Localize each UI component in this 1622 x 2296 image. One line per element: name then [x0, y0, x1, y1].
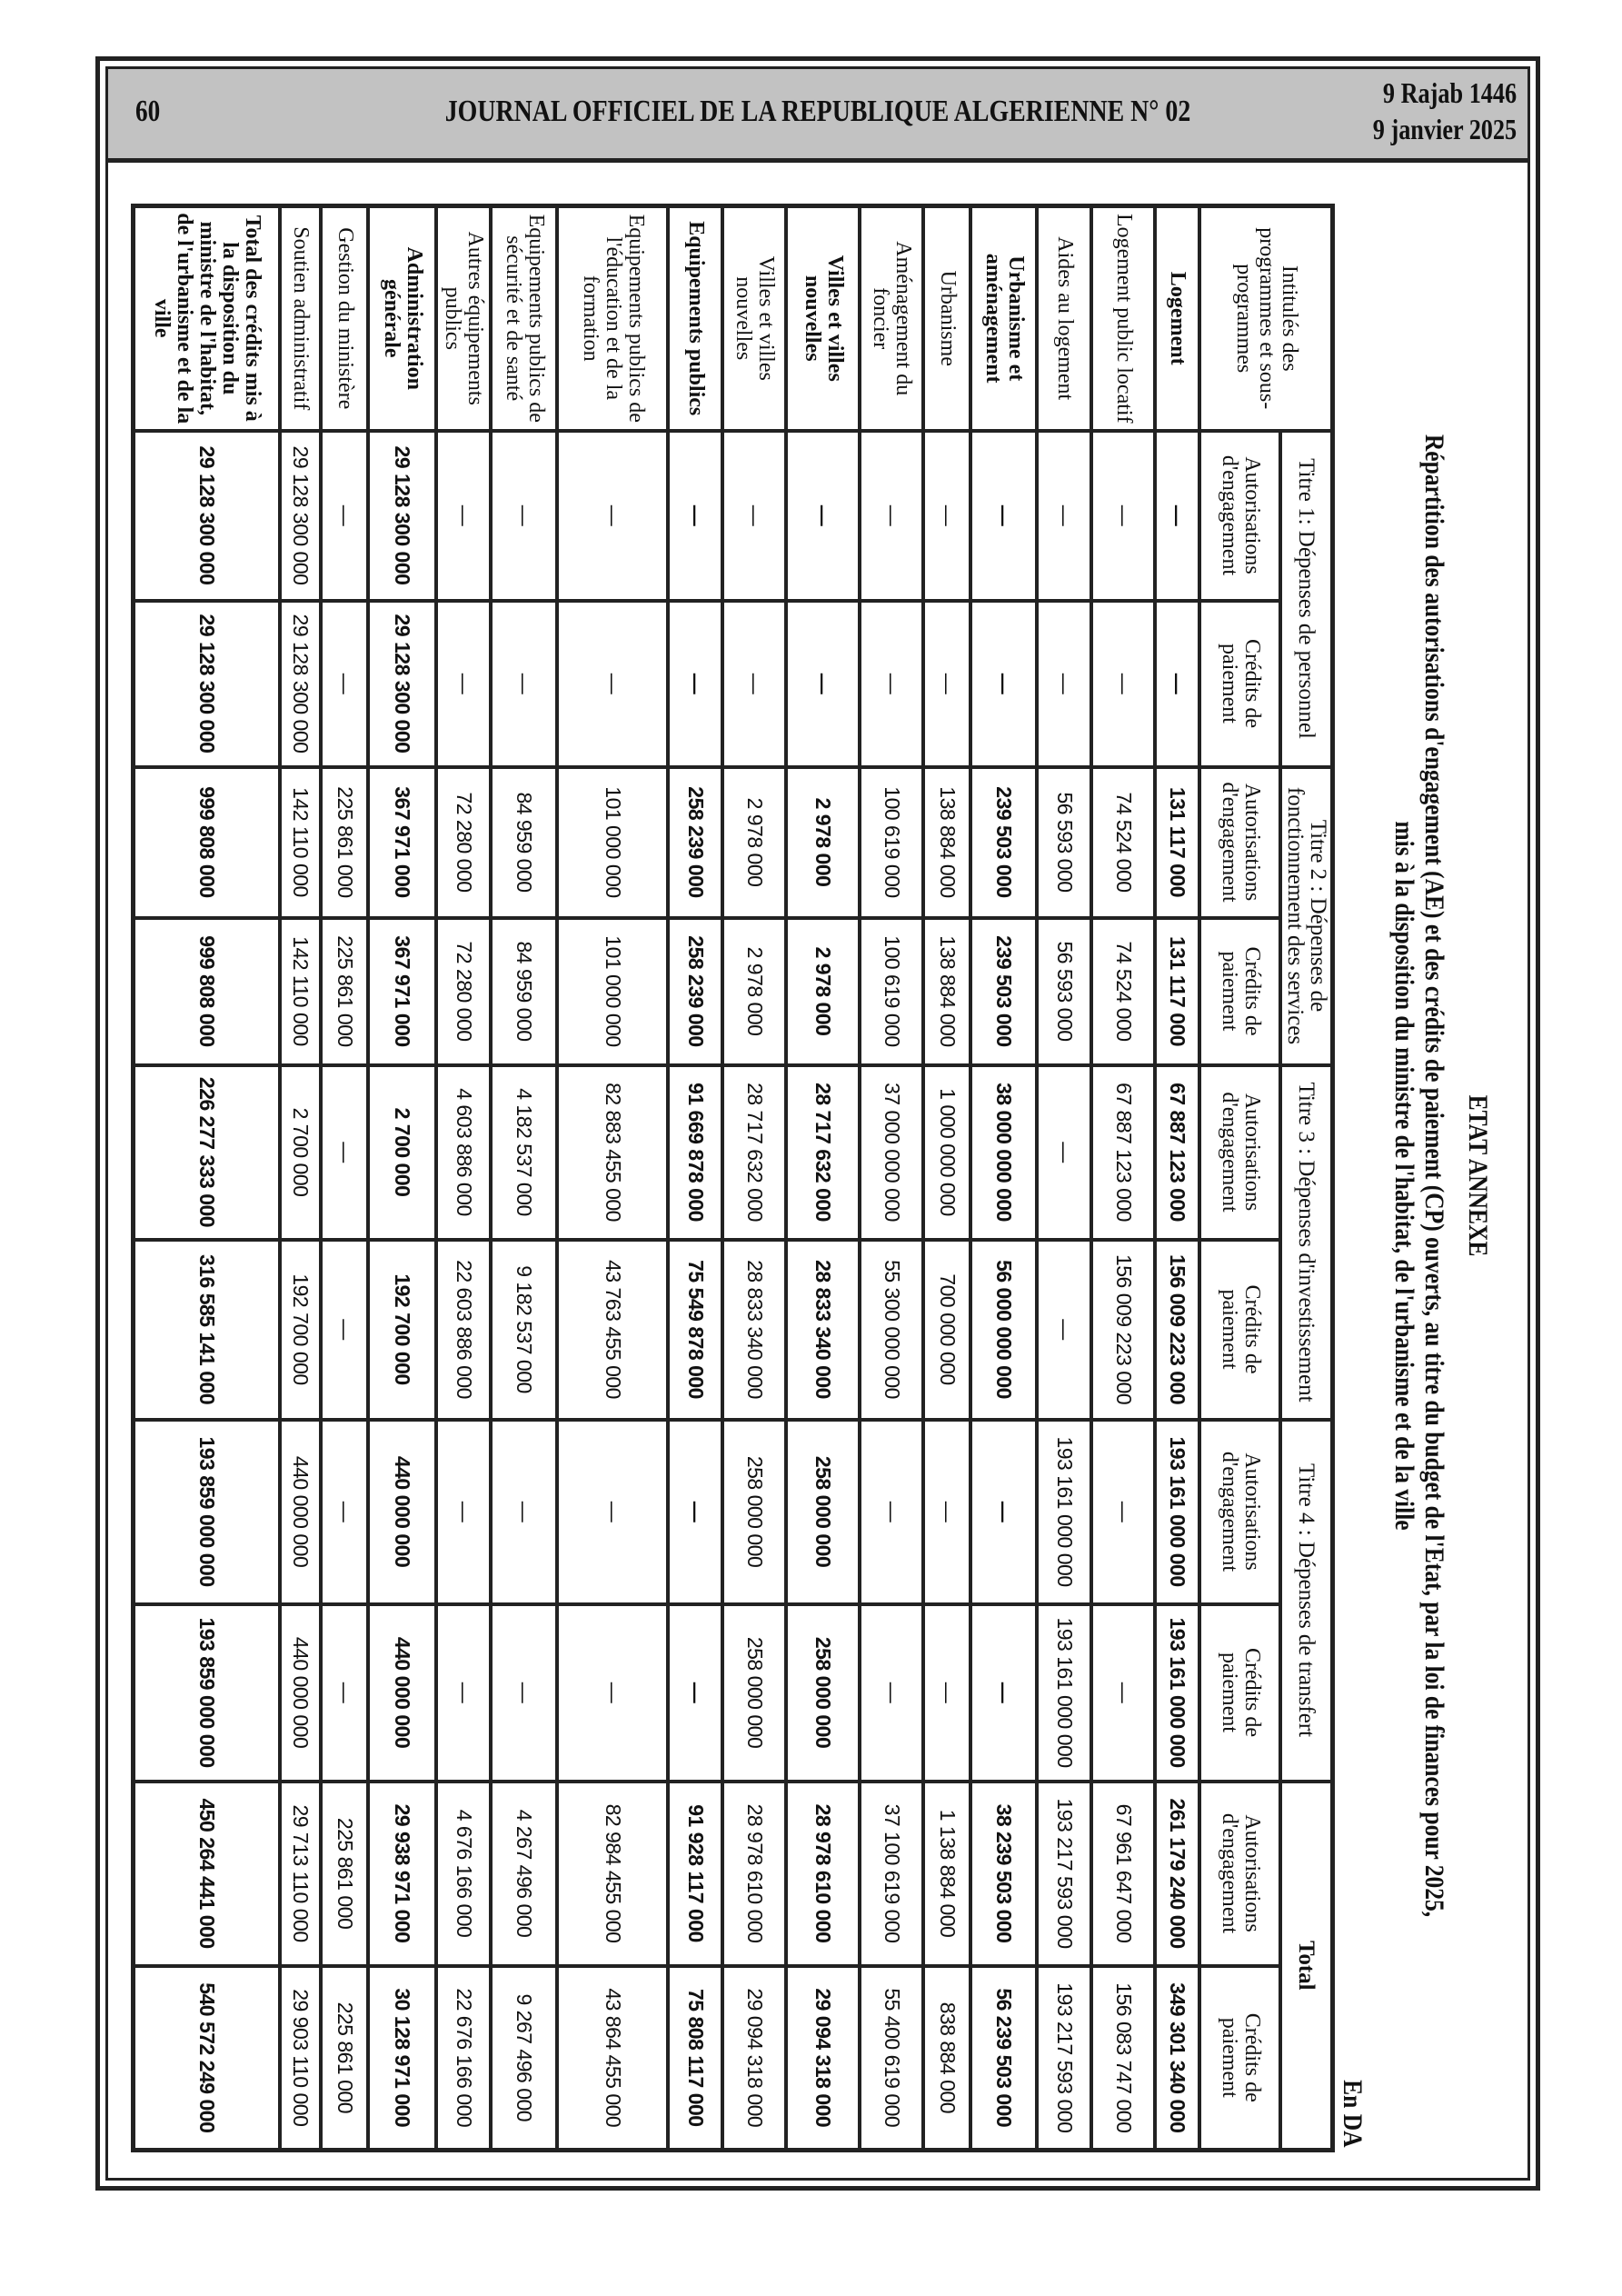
row-label: Logement public locatif — [1092, 206, 1156, 431]
amount-cell: 239 503 000 — [971, 918, 1038, 1065]
amount-cell: 2 700 000 — [281, 1065, 322, 1240]
ae-column-header: Autorisations d'engagement — [1200, 431, 1281, 601]
amount-cell: 367 971 000 — [369, 767, 437, 918]
amount-cell: — — [322, 1065, 369, 1240]
amount-cell: 239 503 000 — [971, 767, 1038, 918]
amount-cell: 56 239 503 000 — [971, 1966, 1038, 2151]
amount-cell: 142 110 000 — [281, 767, 322, 918]
annex-subtitle-line2: mis à la disposition du ministre de l'habitat, de l'urbanisme et de la ville — [1389, 821, 1419, 1531]
amount-cell: 29 094 318 000 — [787, 1966, 861, 2151]
amount-cell: 56 593 000 — [1038, 767, 1092, 918]
amount-cell: 193 161 000 000 — [1156, 1604, 1200, 1782]
amount-cell: 101 000 000 — [558, 767, 669, 918]
amount-cell: — — [558, 431, 669, 601]
amount-cell: 29 128 300 000 — [134, 601, 281, 767]
amount-cell: — — [1038, 431, 1092, 601]
amount-cell: — — [1092, 431, 1156, 601]
amount-cell: 258 000 000 — [787, 1420, 861, 1604]
row-label: Urbanisme et aménagement — [971, 206, 1038, 431]
amount-cell: — — [558, 1604, 669, 1782]
amount-cell: — — [322, 1240, 369, 1420]
group-header: Titre 3 : Dépenses d'investissement — [1281, 1065, 1333, 1420]
cp-column-header: Crédits de paiement — [1200, 1604, 1281, 1782]
amount-cell: 91 928 117 000 — [669, 1782, 723, 1966]
amount-cell: 55 400 619 000 — [861, 1966, 924, 2151]
row-label: Aides au logement — [1038, 206, 1092, 431]
amount-cell: 226 277 333 000 — [134, 1065, 281, 1240]
amount-cell: 192 700 000 — [369, 1240, 437, 1420]
amount-cell: 43 864 455 000 — [558, 1966, 669, 2151]
amount-cell: 450 264 441 000 — [134, 1782, 281, 1966]
amount-cell: 999 808 000 — [134, 918, 281, 1065]
amount-cell: 75 808 117 000 — [669, 1966, 723, 2151]
amount-cell: 225 861 000 — [322, 1782, 369, 1966]
row-label: Administration générale — [369, 206, 437, 431]
amount-cell: 28 833 340 000 — [723, 1240, 787, 1420]
amount-cell: 29 128 300 000 — [281, 601, 322, 767]
subprogram-row — [492, 206, 558, 2151]
subprogram-row — [924, 206, 971, 2151]
cp-column-header: Crédits de paiement — [1200, 1240, 1281, 1420]
row-label: Equipements publics de l'éducation et de la formation — [558, 206, 669, 431]
amount-cell: 193 217 593 000 — [1038, 1782, 1092, 1966]
amount-cell: 1 138 884 000 — [924, 1782, 971, 1966]
amount-cell: — — [492, 1604, 558, 1782]
amount-cell: — — [971, 431, 1038, 601]
amount-cell: — — [861, 1420, 924, 1604]
amount-cell: — — [1092, 1420, 1156, 1604]
amount-cell: 258 239 000 — [669, 918, 723, 1065]
group-header: Titre 4 : Dépenses de transfert — [1281, 1420, 1333, 1782]
amount-cell: 4 182 537 000 — [492, 1065, 558, 1240]
amount-cell: 156 083 747 000 — [1092, 1966, 1156, 2151]
amount-cell: 193 161 000 000 — [1038, 1420, 1092, 1604]
subprogram-row — [861, 206, 924, 2151]
amount-cell: 67 887 123 000 — [1092, 1065, 1156, 1240]
amount-cell: — — [492, 1420, 558, 1604]
subprogram-row — [437, 206, 492, 2151]
group-header: Titre 2 : Dépenses de fonctionnement des services — [1281, 767, 1333, 1065]
amount-cell: 82 984 455 000 — [558, 1782, 669, 1966]
amount-cell: — — [669, 431, 723, 601]
amount-cell: 2 978 000 — [723, 918, 787, 1065]
row-label: Villes et villes nouvelles — [723, 206, 787, 431]
amount-cell: — — [322, 1420, 369, 1604]
amount-cell: — — [971, 1420, 1038, 1604]
amount-cell: 29 128 300 000 — [369, 601, 437, 767]
amount-cell: 4 267 496 000 — [492, 1782, 558, 1966]
rotated-annex — [135, 204, 1495, 2148]
amount-cell: 29 903 110 000 — [281, 1966, 322, 2151]
amount-cell: 74 524 000 — [1092, 918, 1156, 1065]
amount-cell: 38 000 000 000 — [971, 1065, 1038, 1240]
subprogram-row — [281, 206, 322, 2151]
amount-cell: 72 280 000 — [437, 918, 492, 1065]
amount-cell: 9 182 537 000 — [492, 1240, 558, 1420]
amount-cell: 37 100 619 000 — [861, 1782, 924, 1966]
amount-cell: 75 549 878 000 — [669, 1240, 723, 1420]
journal-title: JOURNAL OFFICIEL DE LA REPUBLIQUE ALGERIENNE N° 02 — [444, 95, 1191, 128]
amount-cell: 193 859 000 000 — [134, 1420, 281, 1604]
group-header: Titre 1: Dépenses de personnel — [1281, 431, 1333, 767]
row-label: Aménagement du foncier — [861, 206, 924, 431]
date-hijri: 9 Rajab 1446 — [1382, 76, 1517, 109]
group-header: Total — [1281, 1782, 1333, 2151]
amount-cell: — — [669, 601, 723, 767]
amount-cell: — — [924, 601, 971, 767]
amount-cell: — — [492, 601, 558, 767]
amount-cell: 131 117 000 — [1156, 767, 1200, 918]
amount-cell: — — [971, 601, 1038, 767]
program-row — [1156, 206, 1200, 2151]
amount-cell: 440 000 000 — [369, 1420, 437, 1604]
amount-cell: — — [1092, 601, 1156, 767]
amount-cell: 700 000 000 — [924, 1240, 971, 1420]
amount-cell: 22 603 886 000 — [437, 1240, 492, 1420]
amount-cell: 29 128 300 000 — [281, 431, 322, 601]
page-number: 60 — [135, 95, 161, 128]
amount-cell: 156 009 223 000 — [1092, 1240, 1156, 1420]
amount-cell: 72 280 000 — [437, 767, 492, 918]
amount-cell: 56 000 000 000 — [971, 1240, 1038, 1420]
label-column-header: Intitulés des programmes et sous-programmes — [1200, 206, 1333, 431]
row-label: Urbanisme — [924, 206, 971, 431]
amount-cell: — — [787, 431, 861, 601]
amount-cell: — — [861, 431, 924, 601]
row-label: Villes et villes nouvelles — [787, 206, 861, 431]
currency-unit: En DA — [1338, 2080, 1368, 2148]
amount-cell: 84 959 000 — [492, 918, 558, 1065]
amount-cell: — — [861, 1604, 924, 1782]
amount-cell: 43 763 455 000 — [558, 1240, 669, 1420]
row-label: Autres équipements publics — [437, 206, 492, 431]
cp-column-header: Crédits de paiement — [1200, 918, 1281, 1065]
annex-titles — [1335, 204, 1495, 2148]
amount-cell: — — [1156, 601, 1200, 767]
amount-cell: 999 808 000 — [134, 767, 281, 918]
amount-cell: 28 978 610 000 — [787, 1782, 861, 1966]
amount-cell: 193 217 593 000 — [1038, 1966, 1092, 2151]
amount-cell: 2 978 000 — [723, 767, 787, 918]
amount-cell: 193 161 000 000 — [1038, 1604, 1092, 1782]
amount-cell: 30 128 971 000 — [369, 1966, 437, 2151]
amount-cell: 258 000 000 — [723, 1604, 787, 1782]
cp-column-header: Crédits de paiement — [1200, 601, 1281, 767]
amount-cell: 440 000 000 — [281, 1604, 322, 1782]
amount-cell: 193 161 000 000 — [1156, 1420, 1200, 1604]
subprogram-row — [1038, 206, 1092, 2151]
program-row — [134, 206, 281, 2151]
row-label: Soutien administratif — [281, 206, 322, 431]
amount-cell: 138 884 000 — [924, 918, 971, 1065]
amount-cell: 142 110 000 — [281, 918, 322, 1065]
amount-cell: 349 301 340 000 — [1156, 1966, 1200, 2151]
amount-cell: 9 267 496 000 — [492, 1966, 558, 2151]
amount-cell: 28 978 610 000 — [723, 1782, 787, 1966]
subprogram-row — [1092, 206, 1156, 2151]
amount-cell: — — [723, 431, 787, 601]
amount-cell: 82 883 455 000 — [558, 1065, 669, 1240]
amount-cell: 74 524 000 — [1092, 767, 1156, 918]
cp-column-header: Crédits de paiement — [1200, 1966, 1281, 2151]
amount-cell: — — [558, 1420, 669, 1604]
amount-cell: — — [787, 601, 861, 767]
row-label: Total des crédits mis à la disposition du ministre de l'habitat, de l'urbanisme et de la ville — [134, 206, 281, 431]
ae-column-header: Autorisations d'engagement — [1200, 1420, 1281, 1604]
subprogram-row — [723, 206, 787, 2151]
amount-cell: 4 676 166 000 — [437, 1782, 492, 1966]
row-label: Equipements publics de sécurité et de santé — [492, 206, 558, 431]
amount-cell: — — [1038, 1065, 1092, 1240]
amount-cell: — — [437, 1604, 492, 1782]
subprogram-row — [322, 206, 369, 2151]
amount-cell: 29 128 300 000 — [369, 431, 437, 601]
amount-cell: 29 713 110 000 — [281, 1782, 322, 1966]
row-label: Logement — [1156, 206, 1200, 431]
row-label: Gestion du ministère — [322, 206, 369, 431]
amount-cell: 156 009 223 000 — [1156, 1240, 1200, 1420]
amount-cell: 38 239 503 000 — [971, 1782, 1038, 1966]
amount-cell: — — [723, 601, 787, 767]
amount-cell: 101 000 000 — [558, 918, 669, 1065]
amount-cell: 67 961 647 000 — [1092, 1782, 1156, 1966]
issue-date — [1373, 75, 1517, 147]
amount-cell: 2 978 000 — [787, 918, 861, 1065]
annex-title: ETAT ANNEXE — [1463, 1094, 1493, 1257]
amount-cell: — — [1156, 431, 1200, 601]
amount-cell: 540 572 249 000 — [134, 1966, 281, 2151]
amount-cell: — — [669, 1604, 723, 1782]
amount-cell: 1 000 000 000 — [924, 1065, 971, 1240]
amount-cell: 91 669 878 000 — [669, 1065, 723, 1240]
amount-cell: 225 861 000 — [322, 767, 369, 918]
amount-cell: 84 959 000 — [492, 767, 558, 918]
amount-cell: 838 884 000 — [924, 1966, 971, 2151]
program-row — [971, 206, 1038, 2151]
amount-cell: 22 676 166 000 — [437, 1966, 492, 2151]
amount-cell: 2 978 000 — [787, 767, 861, 918]
ae-column-header: Autorisations d'engagement — [1200, 1065, 1281, 1240]
ae-column-header: Autorisations d'engagement — [1200, 767, 1281, 918]
ae-column-header: Autorisations d'engagement — [1200, 1782, 1281, 1966]
amount-cell: — — [492, 431, 558, 601]
amount-cell: 29 938 971 000 — [369, 1782, 437, 1966]
amount-cell: — — [322, 1604, 369, 1782]
program-row — [669, 206, 723, 2151]
journal-header — [108, 69, 1527, 163]
amount-cell: 28 717 632 000 — [787, 1065, 861, 1240]
amount-cell: 316 585 141 000 — [134, 1240, 281, 1420]
amount-cell: 67 887 123 000 — [1156, 1065, 1200, 1240]
amount-cell: — — [924, 1604, 971, 1782]
amount-cell: — — [861, 601, 924, 767]
annex-subtitle-line1: Répartition des autorisations d'engagement (AE) et des crédits de paiement (CP) ouverts, au titre du budget de l'Etat, par la loi de finances pour 2025, — [1419, 434, 1449, 1918]
amount-cell: 440 000 000 — [281, 1420, 322, 1604]
amount-cell: 131 117 000 — [1156, 918, 1200, 1065]
amount-cell: 225 861 000 — [322, 1966, 369, 2151]
amount-cell: 192 700 000 — [281, 1240, 322, 1420]
amount-cell: 258 000 000 — [723, 1420, 787, 1604]
amount-cell: 56 593 000 — [1038, 918, 1092, 1065]
amount-cell: — — [437, 601, 492, 767]
amount-cell: — — [669, 1420, 723, 1604]
amount-cell: — — [437, 1420, 492, 1604]
subprogram-row — [558, 206, 669, 2151]
amount-cell: — — [924, 1420, 971, 1604]
amount-cell: 100 619 000 — [861, 767, 924, 918]
amount-cell: — — [322, 431, 369, 601]
budget-table — [131, 204, 1335, 2152]
date-gregorian: 9 janvier 2025 — [1372, 113, 1517, 145]
amount-cell: 193 859 000 000 — [134, 1604, 281, 1782]
amount-cell: — — [1038, 1240, 1092, 1420]
amount-cell: — — [558, 601, 669, 767]
amount-cell: 440 000 000 — [369, 1604, 437, 1782]
program-row — [787, 206, 861, 2151]
amount-cell: 100 619 000 — [861, 918, 924, 1065]
header-row-groups — [1281, 206, 1333, 2151]
row-label: Equipements publics — [669, 206, 723, 431]
amount-cell: 28 717 632 000 — [723, 1065, 787, 1240]
amount-cell: 29 094 318 000 — [723, 1966, 787, 2151]
amount-cell: — — [924, 431, 971, 601]
amount-cell: 367 971 000 — [369, 918, 437, 1065]
amount-cell: — — [322, 601, 369, 767]
amount-cell: 138 884 000 — [924, 767, 971, 918]
amount-cell: — — [1038, 601, 1092, 767]
amount-cell: — — [971, 1604, 1038, 1782]
amount-cell: 2 700 000 — [369, 1065, 437, 1240]
header-row-subcolumns — [1200, 206, 1281, 2151]
amount-cell: — — [437, 431, 492, 601]
program-row — [369, 206, 437, 2151]
amount-cell: 28 833 340 000 — [787, 1240, 861, 1420]
amount-cell: 258 239 000 — [669, 767, 723, 918]
amount-cell: 258 000 000 — [787, 1604, 861, 1782]
amount-cell: 37 000 000 000 — [861, 1065, 924, 1240]
amount-cell: 4 603 886 000 — [437, 1065, 492, 1240]
amount-cell: — — [1092, 1604, 1156, 1782]
amount-cell: 225 861 000 — [322, 918, 369, 1065]
annex-subtitle — [1389, 349, 1449, 2002]
amount-cell: 29 128 300 000 — [134, 431, 281, 601]
amount-cell: 55 300 000 000 — [861, 1240, 924, 1420]
amount-cell: 261 179 240 000 — [1156, 1782, 1200, 1966]
